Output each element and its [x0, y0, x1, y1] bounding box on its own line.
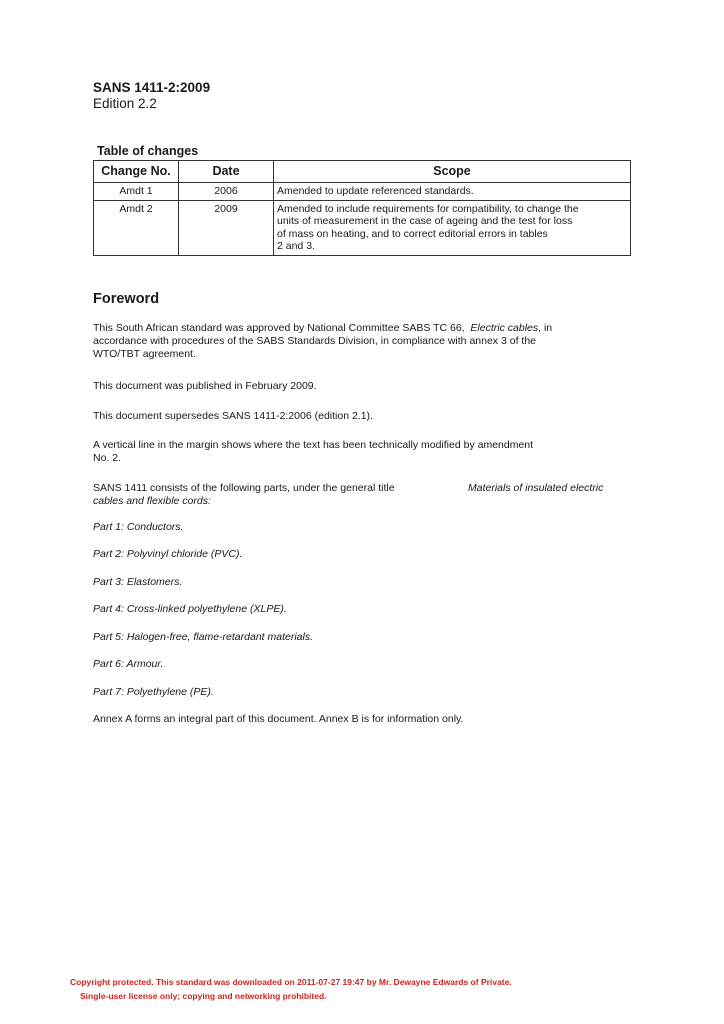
column-header-scope: Scope: [274, 161, 631, 183]
foreword-heading: Foreword: [93, 291, 160, 307]
column-header-change-no: Change No.: [94, 161, 179, 183]
scope-line: 2 and 3.: [277, 240, 315, 252]
foreword-paragraph-supersedes: This document supersedes SANS 1411-2:2006 (edition 2.1).: [93, 410, 373, 422]
committee-name: Electric cables: [470, 322, 539, 334]
list-item: Part 1: Conductors.: [93, 521, 184, 533]
approval-text-line2: accordance with procedures of the SABS Standards Division, in compliance with annex 3 of the: [93, 335, 536, 347]
cell-date: 2006: [179, 183, 274, 201]
foreword-paragraph-published: This document was published in February 2009.: [93, 380, 317, 392]
approval-text: This South African standard was approved by National Committee SABS TC 66,: [93, 322, 465, 334]
table-row: [94, 183, 631, 201]
cell-change-no: Amdt 2: [94, 200, 179, 255]
cell-change-no: Amdt 1: [94, 183, 179, 201]
cell-date: 2009: [179, 200, 274, 255]
changes-table-caption: Table of changes: [97, 144, 199, 158]
scope-line: of mass on heating, and to correct editorial errors in tables: [277, 227, 548, 240]
approval-text-tail: , in: [538, 322, 553, 334]
amendment-text-line2: No. 2.: [93, 452, 122, 464]
foreword-paragraph-approval: [93, 322, 633, 361]
list-item: Part 5: Halogen-free, flame-retardant materials.: [93, 631, 314, 643]
standard-id: SANS 1411-2:2009: [93, 80, 211, 95]
approval-text-line3: WTO/TBT agreement.: [93, 348, 196, 360]
table-header-row: [94, 161, 631, 183]
list-item: Part 4: Cross-linked polyethylene (XLPE).: [93, 603, 287, 615]
scope-line: units of measurement in the case of ageing and the test for loss: [277, 215, 573, 227]
list-item: Part 6: Armour.: [93, 658, 164, 670]
scope-line: Amended to include requirements for compatibility, to change the: [277, 202, 579, 215]
copyright-notice: Copyright protected. This standard was downloaded on 2011-07-27 19:47 by Mr. Dewayne Edwards of Private.: [70, 977, 512, 987]
list-item: Part 7: Polyethylene (PE).: [93, 686, 214, 698]
table-row: [94, 200, 631, 255]
license-notice: Single-user license only; copying and networking prohibited.: [80, 991, 327, 1001]
amendment-text-line1: A vertical line in the margin shows where the text has been technically modified by amendment: [93, 439, 534, 451]
cell-scope: Amended to update referenced standards.: [274, 183, 631, 201]
general-title-part2: cables and flexible cords:: [93, 495, 211, 507]
list-item: Part 2: Polyvinyl chloride (PVC).: [93, 548, 243, 560]
list-item: Part 3: Elastomers.: [93, 576, 183, 588]
general-title-part1: Materials of insulated electric: [468, 482, 604, 494]
cell-scope: [274, 200, 631, 255]
parts-intro-text: SANS 1411 consists of the following parts, under the general title: [93, 482, 395, 494]
foreword-paragraph-parts-intro: [93, 482, 633, 508]
changes-table: [93, 160, 631, 256]
foreword-paragraph-amendment: [93, 439, 633, 465]
column-header-date: Date: [179, 161, 274, 183]
annex-note: Annex A forms an integral part of this document. Annex B is for information only.: [93, 713, 464, 725]
edition-label: Edition 2.2: [93, 96, 157, 111]
